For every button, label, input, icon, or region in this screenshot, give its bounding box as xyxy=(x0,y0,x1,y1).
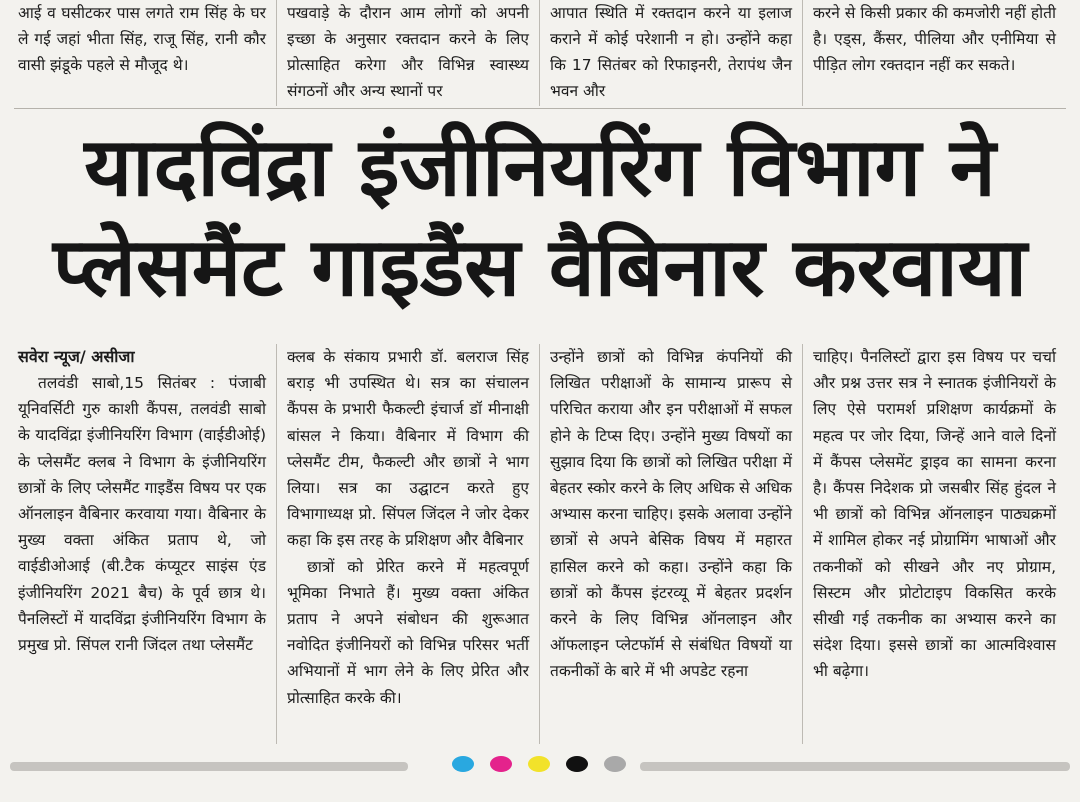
previous-article-columns xyxy=(14,0,1066,106)
article-paragraph-5: चाहिए। पैनलिस्टों द्वारा इस विषय पर चर्चा और प्रश्न उत्तर सत्र ने स्नातक इंजीनियरों के लिए ऐसे परामर्श प्रशिक्षण कार्यक्रमों के महत्व पर जोर दिया, जिन्हें आने वाले दिनों में कैंपस प्लेसमेंट ड्राइव का सामना करना है। कैंपस निदेशक प्रो जसबीर सिंह हुंदल ने भी छात्रों को विभिन्न ऑनलाइन पाठ्यक्रमों में शामिल होकर नई प्रोग्रामिंग भाषाओं और तकनीकों को सीखने और नए प्रोग्राम, सिस्टम और प्रोटोटाइप विकसित करके सीखी गई तकनीक का अभ्यास करने का संदेश दिया। इससे छात्रों का आत्मविश्वास भी बढ़ेगा। xyxy=(813,348,1056,681)
previous-article-column-2: पखवाड़े के दौरान आम लोगों को अपनी इच्छा के अनुसार रक्तदान करने के लिए प्रोत्साहित करेगा और विभिन्न स्वास्थ्य संगठनों और अन्य स्थानों पर xyxy=(277,0,540,106)
byline: सवेरा न्यूज/ असीजा xyxy=(18,347,135,366)
registration-dot-yellow xyxy=(528,756,550,772)
registration-strip-left xyxy=(10,762,408,771)
registration-dot-cyan xyxy=(452,756,474,772)
registration-strip-right xyxy=(640,762,1070,771)
previous-article-column-1: आई व घसीटकर पास लगते राम सिंह के घर ले गई जहां भीता सिंह, राजू सिंह, रानी कौर वासी झंडूके पहले से मौजूद थे। xyxy=(14,0,277,106)
registration-dot-gray xyxy=(604,756,626,772)
article-paragraph-4: उन्होंने छात्रों को विभिन्न कंपनियों की लिखित परीक्षाओं के सामान्य प्रारूप से परिचित कराया और इन परीक्षाओं में सफल होने के टिप्स दिए। उन्होंने मुख्य विषयों का सुझाव दिया कि छात्रों को लिखित परीक्षा में बेहतर स्कोर करने के लिए अधिक से अधिक अभ्यास करना चाहिए। इसके अलावा उन्होंने छात्रों से अपने बेसिक विषय में महारत हासिल करने को कहा। उन्होंने कहा कि छात्रों को कैंपस इंटरव्यू में बेहतर प्रदर्शन करने के लिए विभिन्न ऑनलाइन और ऑफलाइन प्लेटफॉर्म से संबंधित विषयों या तकनीकों के बारे में भी अपडेट रहना xyxy=(550,348,792,681)
print-registration-bar xyxy=(0,756,1080,776)
article-column-4 xyxy=(803,344,1066,744)
headline-line-2: प्लेसमैंट गाइडैंस वैबिनार करवाया xyxy=(52,221,1028,315)
article-body xyxy=(14,344,1066,744)
article-column-3 xyxy=(540,344,803,744)
section-divider xyxy=(14,108,1066,109)
article-column-1 xyxy=(14,344,277,744)
article-paragraph-3: छात्रों को प्रेरित करने में महत्वपूर्ण भूमिका निभाते हैं। मुख्य वक्ता अंकित प्रताप ने अपने संबोधन की शुरूआत नवोदित इंजीनियरों को विभिन्न परिसर भर्ती अभियानों में भाग लेने के लिए प्रेरित और प्रोत्साहित करके की। xyxy=(287,557,529,707)
headline-line-1: यादविंद्रा इंजीनियरिंग विभाग ने xyxy=(84,121,996,215)
article-column-2 xyxy=(277,344,540,744)
previous-article-column-3: आपात स्थिति में रक्तदान करने या इलाज कराने में कोई परेशानी न हो। उन्होंने कहा कि 17 सितंबर को रिफाइनरी, तेरापंथ जैन भवन और xyxy=(540,0,803,106)
previous-article-column-4: करने से किसी प्रकार की कमजोरी नहीं होती है। एड्स, कैंसर, पीलिया और एनीमिया से पीड़ित लोग रक्तदान नहीं कर सकते। xyxy=(813,4,1056,74)
article-paragraph-1: तलवंडी साबो,15 सितंबर : पंजाबी यूनिवर्सिटी गुरु काशी कैंपस, तलवंडी साबो के यादविंद्रा इंजीनियरिंग विभाग (वाईडीओई) के प्लेसमैंट क्लब ने विभाग के इंजीनियरिंग छात्रों के लिए प्लेसमैंट गाइडैंस विषय पर एक ऑनलाइन वैबिनार करवाया गया। वैबिनार के मुख्य वक्ता अंकित प्रताप थे, जो वाईडीओआई (बी.टैक कंप्यूटर साइंस एंड इंजीनियरिंग 2021 बैच) के पूर्व छात्र थे। पैनलिस्टों में यादविंद्रा इंजीनियरिंग विभाग के प्रमुख प्रो. सिंपल रानी जिंदल तथा प्लेसमैंट xyxy=(18,374,266,655)
registration-dot-black xyxy=(566,756,588,772)
article-headline xyxy=(10,118,1070,318)
registration-dot-magenta xyxy=(490,756,512,772)
article-paragraph-2: क्लब के संकाय प्रभारी डॉ. बलराज सिंह बराड़ भी उपस्थित थे। सत्र का संचालन कैंपस के प्रभारी फैकल्टी इंचार्ज डॉ मीनाक्षी बांसल ने किया। वैबिनार में विभाग की प्लेसमैंट टीम, फैकल्टी और छात्रों ने भाग लिया। सत्र का उद्घाटन करते हुए विभागाध्यक्ष प्रो. सिंपल जिंदल ने जोर देकर कहा कि इस तरह के प्रशिक्षण और वैबिनार xyxy=(287,348,529,550)
